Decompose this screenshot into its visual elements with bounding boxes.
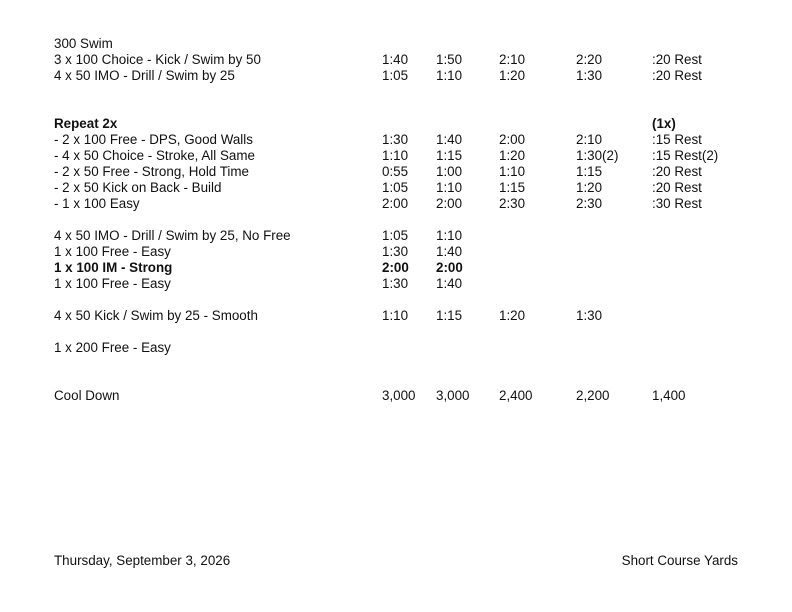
interval-2: 1:15 bbox=[436, 148, 463, 163]
set-description: 3 x 100 Choice - Kick / Swim by 50 bbox=[54, 52, 261, 67]
rest-value: :20 Rest bbox=[652, 52, 702, 67]
interval-4: 1:30 bbox=[576, 308, 603, 323]
interval-3: 1:10 bbox=[499, 164, 526, 179]
interval-3: 1:15 bbox=[499, 180, 526, 195]
interval-2: 1:10 bbox=[436, 228, 463, 243]
interval-2: 1:40 bbox=[436, 132, 463, 147]
workout-row bbox=[54, 196, 754, 212]
set-description: - 1 x 100 Easy bbox=[54, 196, 140, 211]
workout-row bbox=[54, 260, 754, 276]
set-description: 4 x 50 Kick / Swim by 25 - Smooth bbox=[54, 308, 258, 323]
interval-3: 1:20 bbox=[499, 308, 526, 323]
interval-3: 2:10 bbox=[499, 52, 526, 67]
workout-row bbox=[54, 228, 754, 244]
rest-value: :20 Rest bbox=[652, 164, 702, 179]
interval-1: 1:10 bbox=[382, 148, 409, 163]
total-4: 2,200 bbox=[576, 388, 610, 403]
total-1: 3,000 bbox=[382, 388, 416, 403]
interval-1: 1:05 bbox=[382, 228, 409, 243]
set-description: 4 x 50 IMO - Drill / Swim by 25 bbox=[54, 68, 235, 83]
workout-row bbox=[54, 68, 754, 84]
workout-row bbox=[54, 308, 754, 324]
repeat-heading: Repeat 2x bbox=[54, 116, 118, 131]
set-description: 4 x 50 IMO - Drill / Swim by 25, No Free bbox=[54, 228, 291, 243]
interval-2: 2:00 bbox=[436, 260, 463, 275]
workout-row bbox=[54, 276, 754, 292]
workout-row bbox=[54, 164, 754, 180]
totals-row bbox=[54, 388, 754, 404]
workout-row bbox=[54, 132, 754, 148]
interval-2: 1:00 bbox=[436, 164, 463, 179]
set-description: - 2 x 50 Kick on Back - Build bbox=[54, 180, 222, 195]
set-description: 300 Swim bbox=[54, 36, 113, 51]
interval-2: 1:50 bbox=[436, 52, 463, 67]
rest-value: :30 Rest bbox=[652, 196, 702, 211]
total-5: 1,400 bbox=[652, 388, 686, 403]
rest-value: :20 Rest bbox=[652, 180, 702, 195]
set-description: - 2 x 100 Free - DPS, Good Walls bbox=[54, 132, 253, 147]
interval-1: 1:05 bbox=[382, 68, 409, 83]
interval-4: 1:30(2) bbox=[576, 148, 619, 163]
set-description: - 4 x 50 Choice - Stroke, All Same bbox=[54, 148, 255, 163]
set-description: 1 x 100 Free - Easy bbox=[54, 244, 171, 259]
interval-4: 2:30 bbox=[576, 196, 603, 211]
interval-1: 2:00 bbox=[382, 196, 409, 211]
interval-1: 1:10 bbox=[382, 308, 409, 323]
rest-value: :20 Rest bbox=[652, 68, 702, 83]
set-description: 1 x 100 IM - Strong bbox=[54, 260, 173, 275]
interval-2: 1:10 bbox=[436, 68, 463, 83]
interval-3: 1:20 bbox=[499, 68, 526, 83]
interval-1: 2:00 bbox=[382, 260, 409, 275]
footer-course: Short Course Yards bbox=[621, 553, 738, 568]
interval-2: 1:10 bbox=[436, 180, 463, 195]
interval-1: 0:55 bbox=[382, 164, 409, 179]
workout-row bbox=[54, 52, 754, 68]
totals-label: Cool Down bbox=[54, 388, 120, 403]
workout-sheet bbox=[54, 36, 754, 404]
repeat-count: (1x) bbox=[652, 116, 676, 131]
interval-2: 1:40 bbox=[436, 244, 463, 259]
repeat-heading-row bbox=[54, 116, 754, 132]
interval-1: 1:40 bbox=[382, 52, 409, 67]
interval-2: 1:40 bbox=[436, 276, 463, 291]
rest-value: :15 Rest bbox=[652, 132, 702, 147]
workout-row bbox=[54, 180, 754, 196]
interval-3: 2:30 bbox=[499, 196, 526, 211]
interval-1: 1:30 bbox=[382, 244, 409, 259]
set-description: 1 x 100 Free - Easy bbox=[54, 276, 171, 291]
interval-1: 1:30 bbox=[382, 276, 409, 291]
set-description: 1 x 200 Free - Easy bbox=[54, 340, 171, 355]
total-2: 3,000 bbox=[436, 388, 470, 403]
interval-3: 1:20 bbox=[499, 148, 526, 163]
workout-row bbox=[54, 148, 754, 164]
interval-4: 1:30 bbox=[576, 68, 603, 83]
interval-4: 1:20 bbox=[576, 180, 603, 195]
rest-value: :15 Rest(2) bbox=[652, 148, 719, 163]
set-description: - 2 x 50 Free - Strong, Hold Time bbox=[54, 164, 249, 179]
footer-date: Thursday, September 3, 2026 bbox=[54, 553, 231, 568]
interval-3: 2:00 bbox=[499, 132, 526, 147]
total-3: 2,400 bbox=[499, 388, 533, 403]
interval-1: 1:30 bbox=[382, 132, 409, 147]
interval-2: 2:00 bbox=[436, 196, 463, 211]
interval-4: 2:10 bbox=[576, 132, 603, 147]
interval-4: 2:20 bbox=[576, 52, 603, 67]
interval-4: 1:15 bbox=[576, 164, 603, 179]
interval-1: 1:05 bbox=[382, 180, 409, 195]
workout-row bbox=[54, 36, 754, 52]
workout-row bbox=[54, 340, 754, 356]
interval-2: 1:15 bbox=[436, 308, 463, 323]
workout-row bbox=[54, 244, 754, 260]
